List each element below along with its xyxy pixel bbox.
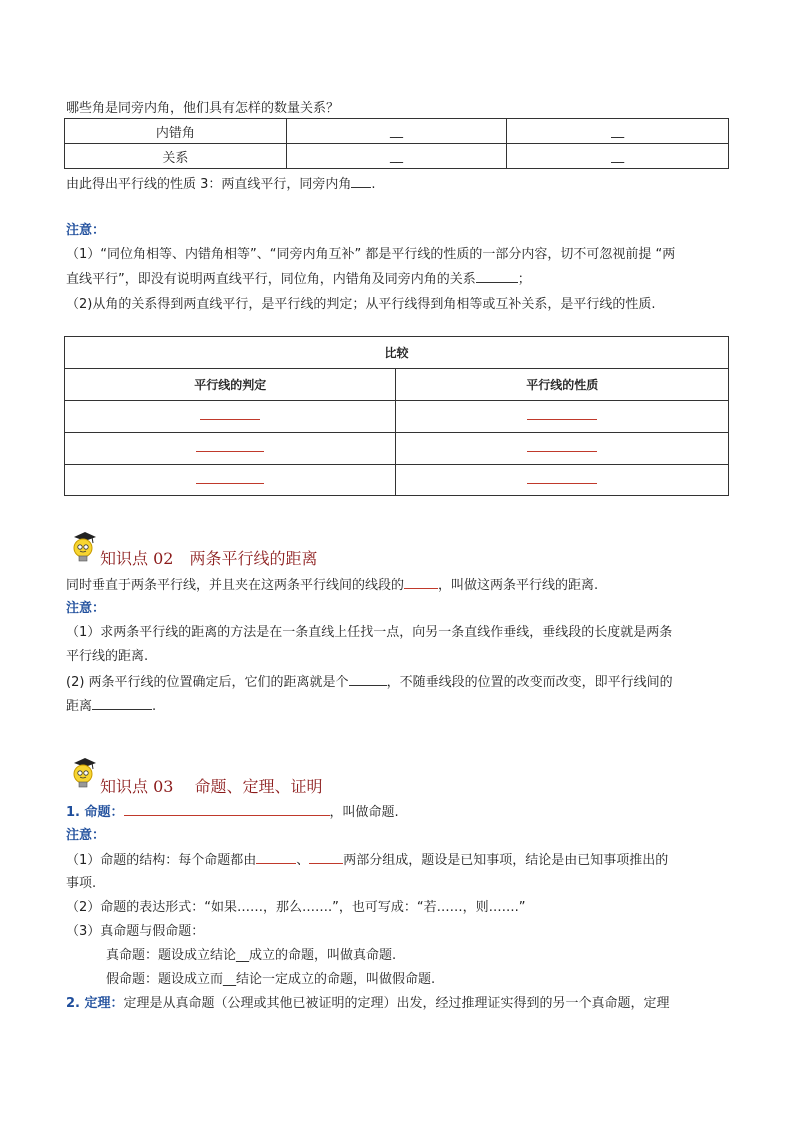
lightbulb-mascot-icon: [70, 756, 96, 790]
table-cell: __: [507, 144, 729, 169]
section-heading: 知识点 03 命题、定理、证明: [100, 777, 323, 796]
table-cell: __: [507, 119, 729, 144]
answer-blank[interactable]: [527, 483, 597, 484]
true-proposition: 真命题：题设成立结论__成立的命题，叫做真命题.: [106, 948, 397, 963]
note-title: 注意：: [66, 828, 106, 843]
note-paragraph-1: （1）“同位角相等、内错角相等”、“同旁内角互补” 都是平行线的性质的一部分内容，切不可忽视前提 “两: [66, 247, 676, 262]
conclusion-line: [66, 175, 376, 194]
answer-blank[interactable]: [349, 673, 387, 686]
answer-blank[interactable]: [92, 697, 152, 710]
note-item-1-cont: 事项.: [66, 876, 97, 891]
compare-col-header: 平行线的性质: [396, 369, 729, 401]
answer-blank[interactable]: [527, 419, 597, 420]
note-item-1: [66, 851, 668, 870]
note-text: (2) 两条平行线的位置确定后，它们的距离就是个: [66, 675, 349, 690]
answer-blank[interactable]: [351, 175, 371, 188]
false-proposition: 假命题：题设成立而__结论一定成立的命题，叫做假命题.: [106, 972, 436, 987]
answer-blank[interactable]: [309, 851, 343, 864]
compare-cell[interactable]: [65, 433, 396, 465]
note-text: 距离: [66, 699, 93, 714]
section-heading: 知识点 02 两条平行线的距离: [100, 549, 318, 568]
answer-blank[interactable]: [124, 803, 330, 816]
lightbulb-mascot-icon: [70, 530, 96, 564]
question-text: 哪些角是同旁内角，他们具有怎样的数量关系？: [66, 101, 340, 116]
table-cell: __: [286, 144, 507, 169]
answer-blank[interactable]: [196, 451, 264, 452]
compare-table: [64, 336, 729, 496]
note-title: 注意：: [66, 601, 106, 616]
note-item-3: （3）真命题与假命题：: [66, 924, 205, 939]
note-item-1-cont: 平行线的距离.: [66, 649, 149, 664]
conclusion-end: .: [371, 177, 376, 192]
answer-blank[interactable]: [476, 270, 518, 283]
item-label: 1. 命题：: [66, 805, 124, 820]
note-paragraph-2: （2)从角的关系得到两直线平行，是平行线的判定；从平行线得到角相等或互补关系，是平行线的性质.: [66, 297, 656, 312]
note-item-2: [66, 673, 673, 692]
item-label: 2. 定理：: [66, 996, 124, 1011]
note-title: 注意：: [66, 223, 106, 238]
compare-cell[interactable]: [396, 465, 729, 496]
note-text: .: [152, 699, 157, 714]
compare-cell[interactable]: [396, 401, 729, 433]
note-item-1: （1）求两条平行线的距离的方法是在一条直线上任找一点，向另一条直线作垂线，垂线段的长度就是两条: [66, 625, 673, 640]
definition-text: 定理是从真命题（公理或其他已被证明的定理）出发，经过推理证实得到的另一个真命题，定理: [123, 996, 670, 1011]
note-text: 两部分组成，题设是已知事项，结论是由已知事项推出的: [343, 853, 669, 868]
answer-blank[interactable]: [527, 451, 597, 452]
note-text: ；: [517, 272, 531, 287]
proposition-definition: [66, 803, 399, 822]
note-text: ，不随垂线段的位置的改变而改变，即平行线间的: [386, 675, 673, 690]
definition-text: ，叫做命题.: [329, 805, 399, 820]
answer-blank[interactable]: [256, 851, 296, 864]
compare-cell[interactable]: [396, 433, 729, 465]
note-text: 直线平行”，即没有说明两直线平行，同位角，内错角及同旁内角的关系: [66, 272, 476, 287]
conclusion-text: 由此得出平行线的性质 3：两直线平行，同旁内角: [66, 177, 352, 192]
theorem-definition: [66, 995, 670, 1013]
angle-table: [64, 118, 729, 169]
note-paragraph-1-cont: [66, 270, 531, 289]
answer-blank[interactable]: [404, 576, 438, 589]
compare-col-header: 平行线的判定: [65, 369, 396, 401]
table-row-label: 关系: [65, 144, 287, 169]
table-row-label: 内错角: [65, 119, 287, 144]
compare-title: 比较: [65, 337, 729, 369]
note-item-2-cont: [66, 697, 156, 716]
note-text: 、: [296, 853, 310, 868]
compare-cell[interactable]: [65, 401, 396, 433]
definition-text: ，叫做这两条平行线的距离.: [438, 578, 599, 593]
compare-cell[interactable]: [65, 465, 396, 496]
note-item-2: （2）命题的表达形式：“如果……，那么…….”，也可写成：“若……，则…….”: [66, 900, 526, 915]
definition-line: [66, 576, 598, 595]
answer-blank[interactable]: [196, 483, 264, 484]
answer-blank[interactable]: [200, 419, 260, 420]
note-text: （1）命题的结构：每个命题都由: [66, 853, 257, 868]
table-cell: __: [286, 119, 507, 144]
definition-text: 同时垂直于两条平行线，并且夹在这两条平行线间的线段的: [66, 578, 405, 593]
